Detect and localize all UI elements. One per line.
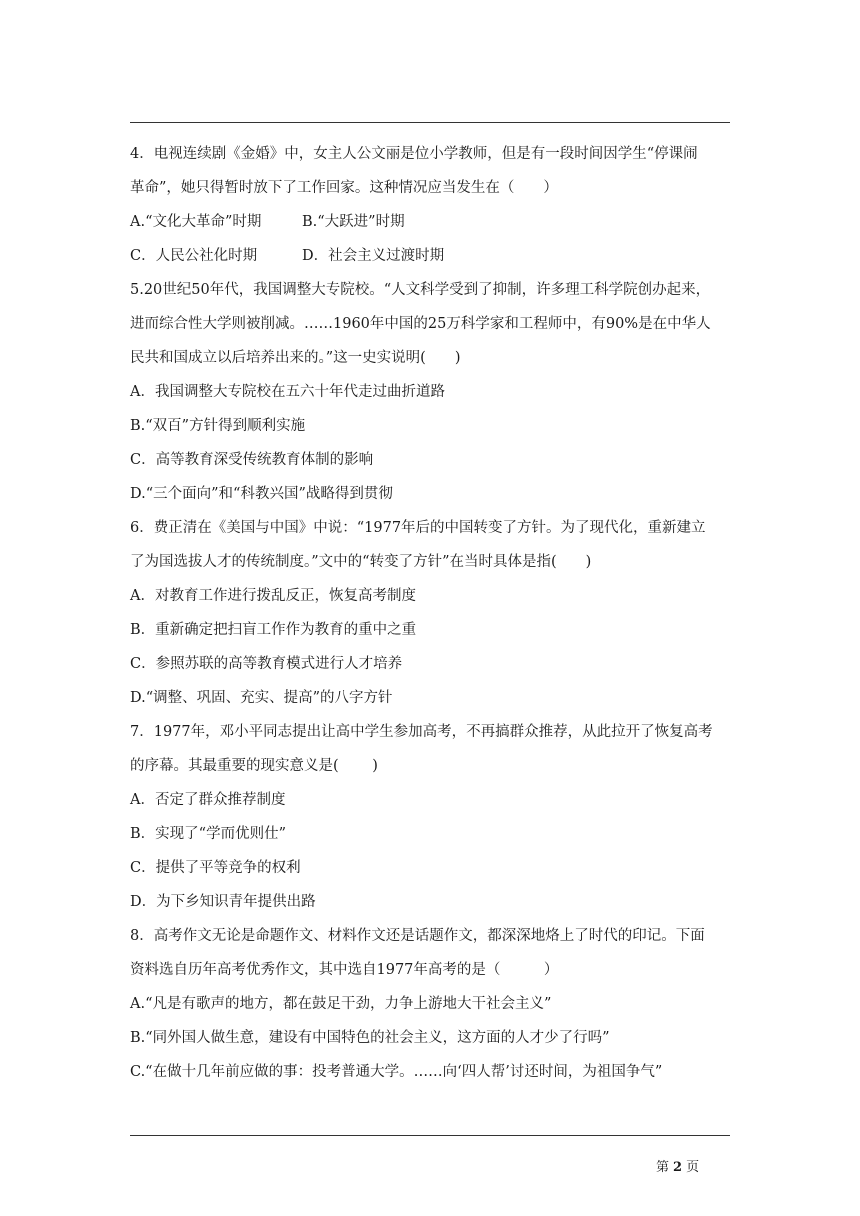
option-b: B．实现了“学而优则仕” [130, 826, 286, 842]
question-5 [130, 282, 730, 503]
option-a: A．否定了群众推荐制度 [130, 792, 286, 808]
option-b: B.“同外国人做生意，建设有中国特色的社会主义，这方面的人才少了行吗” [130, 1030, 610, 1046]
page-content [130, 146, 730, 1098]
option-b: B.“大跃进”时期 [302, 214, 405, 230]
page-value: 2 [673, 1160, 683, 1175]
question-text: 了为国选拔人才的传统制度。”文中的“转变了方针”在当时具体是指( ) [130, 554, 592, 570]
question-text: 资料选自历年高考优秀作文，其中选自1977年高考的是（ ） [130, 962, 559, 978]
option-d: D．社会主义过渡时期 [302, 248, 445, 264]
option-a: A.“文化大革命”时期 [130, 214, 262, 230]
option-c: C.“在做十几年前应做的事：投考普通大学。……向‘四人帮’讨还时间，为祖国争气” [130, 1064, 663, 1080]
option-c: C．参照苏联的高等教育模式进行人才培养 [130, 656, 403, 672]
question-6 [130, 520, 730, 707]
footer-rule [130, 1135, 730, 1136]
option-a: A．对教育工作进行拨乱反正，恢复高考制度 [130, 588, 416, 604]
question-text: 进而综合性大学则被削减。……1960年中国的25万科学家和工程师中，有90%是在中华人 [130, 316, 711, 332]
option-d: D．为下乡知识青年提供出路 [130, 894, 316, 910]
question-text: 革命”，她只得暂时放下了工作回家。这种情况应当发生在（ ） [130, 180, 558, 196]
page-number [656, 1156, 699, 1175]
question-7 [130, 724, 730, 911]
question-text: 7．1977年，邓小平同志提出让高中学生参加高考，不再搞群众推荐，从此拉开了恢复高考 [130, 724, 713, 740]
option-b: B．重新确定把扫盲工作作为教育的重中之重 [130, 622, 417, 638]
option-d: D.“三个面向”和“科教兴国”战略得到贯彻 [130, 486, 393, 502]
question-text: 5.20世纪50年代，我国调整大专院校。“人文科学受到了抑制，许多理工科学院创办起来， [130, 282, 711, 298]
option-row [130, 248, 730, 265]
option-c: C．提供了平等竞争的权利 [130, 860, 301, 876]
option-a: A.“凡是有歌声的地方，都在鼓足干劲，力争上游地大干社会主义” [130, 996, 552, 1012]
page-suffix: 页 [686, 1160, 700, 1175]
question-text: 民共和国成立以后培养出来的。”这一史实说明( ) [130, 350, 461, 366]
page-prefix: 第 [656, 1160, 670, 1175]
option-b: B.“双百”方针得到顺利实施 [130, 418, 306, 434]
option-c: C．人民公社化时期 [130, 248, 258, 264]
question-8 [130, 928, 730, 1081]
question-text: 4．电视连续剧《金婚》中，女主人公文丽是位小学教师，但是有一段时间因学生“停课闹 [130, 146, 698, 162]
option-row [130, 214, 730, 231]
option-a: A．我国调整大专院校在五六十年代走过曲折道路 [130, 384, 445, 400]
question-text: 8．高考作文无论是命题作文、材料作文还是话题作文，都深深地烙上了时代的印记。下面 [130, 928, 705, 944]
option-d: D.“调整、巩固、充实、提高”的八字方针 [130, 690, 393, 706]
option-c: C．高等教育深受传统教育体制的影响 [130, 452, 374, 468]
header-rule [130, 122, 730, 123]
question-text: 6．费正清在《美国与中国》中说：“1977年后的中国转变了方针。为了现代化，重新建立 [130, 520, 706, 536]
question-4 [130, 146, 730, 265]
question-text: 的序幕。其最重要的现实意义是( ) [130, 758, 378, 774]
